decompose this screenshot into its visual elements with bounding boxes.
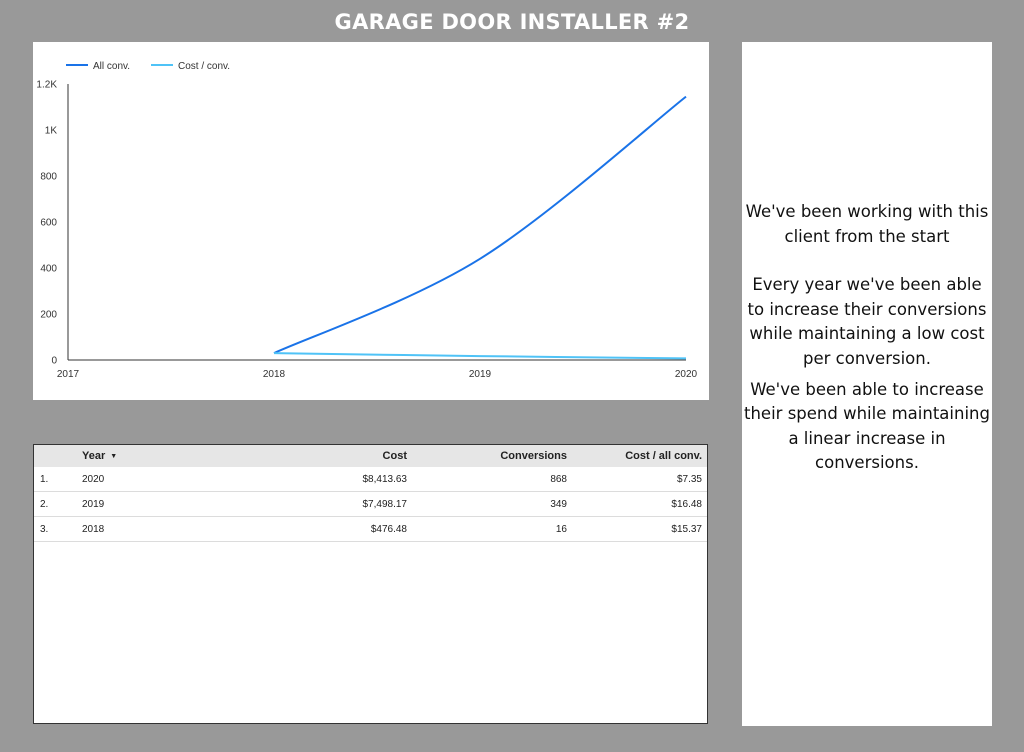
x-tick-label: 2019: [468, 369, 492, 380]
row-cost: $7,498.17: [287, 492, 412, 517]
series-line-2: [274, 353, 686, 358]
table-header-row: [34, 445, 707, 467]
row-cost: $476.48: [287, 517, 412, 542]
row-index: 1.: [34, 467, 77, 492]
row-index: 2.: [34, 492, 77, 517]
row-cost-per-conv: $16.48: [572, 492, 707, 517]
data-table-panel: [33, 444, 708, 724]
row-conversions: 349: [412, 492, 572, 517]
row-year: 2018: [77, 517, 287, 542]
y-tick-label: 0: [51, 355, 57, 367]
header-conversions[interactable]: Conversions: [500, 450, 567, 462]
commentary-text: [742, 200, 992, 476]
row-conversions: 868: [412, 467, 572, 492]
legend-label-2: Cost / conv.: [178, 61, 231, 72]
commentary-panel: [742, 42, 992, 726]
legend-label-1: All conv.: [93, 61, 131, 72]
panel-divider: [706, 42, 709, 400]
x-tick-label: 2018: [262, 369, 286, 380]
commentary-paragraph-3: We've been able to increase their spend while maintaining a linear increase in conversions.: [744, 379, 990, 473]
row-cost-per-conv: $7.35: [572, 467, 707, 492]
line-chart-panel: [33, 42, 706, 400]
row-year: 2019: [77, 492, 287, 517]
x-tick-label: 2020: [674, 369, 698, 380]
header-year[interactable]: [77, 445, 287, 467]
row-cost: $8,413.63: [287, 467, 412, 492]
row-year: 2020: [77, 467, 287, 492]
line-chart: [33, 42, 706, 400]
table-row: [34, 517, 707, 542]
header-cost-per-conv[interactable]: Cost / all conv.: [625, 450, 702, 462]
row-cost-per-conv: $15.37: [572, 517, 707, 542]
row-index: 3.: [34, 517, 77, 542]
data-table: [34, 445, 707, 542]
commentary-paragraph-2: Every year we've been able to increase their conversions while maintaining a low cost per conversion.: [747, 275, 987, 368]
page-title: GARAGE DOOR INSTALLER #2: [334, 10, 690, 34]
header-index: [34, 445, 77, 467]
y-tick-label: 800: [40, 171, 57, 183]
row-conversions: 16: [412, 517, 572, 542]
header-cost[interactable]: Cost: [382, 450, 407, 462]
y-tick-label: 400: [40, 263, 57, 275]
y-tick-label: 1.2K: [36, 79, 57, 91]
table-row: [34, 467, 707, 492]
sort-descending-icon[interactable]: ▼: [110, 452, 118, 460]
series-line-1: [274, 97, 686, 353]
y-tick-label: 600: [40, 217, 57, 229]
commentary-paragraph-1: We've been working with this client from the start: [745, 202, 989, 246]
x-tick-label: 2017: [56, 369, 80, 380]
y-tick-label: 200: [40, 309, 57, 321]
y-tick-label: 1K: [44, 125, 57, 137]
table-row: [34, 492, 707, 517]
header-year-label: Year: [82, 450, 106, 462]
